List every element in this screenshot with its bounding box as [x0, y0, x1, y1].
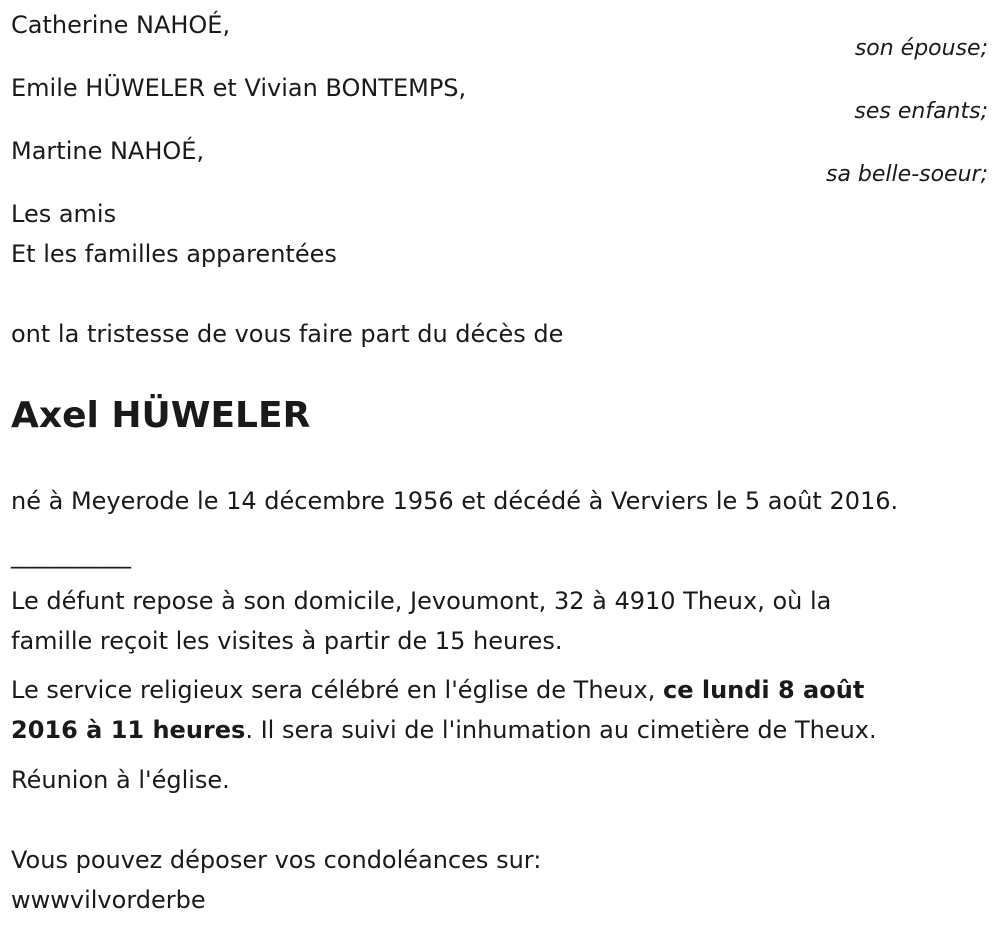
family-member-sister-in-law: Martine NAHOÉ, [11, 137, 205, 165]
service-date-bold: ce lundi 8 août [662, 676, 865, 704]
others-families: Et les familles apparentées [11, 240, 337, 268]
deceased-name: Axel HÜWELER [11, 395, 311, 436]
service-text-line1 [11, 675, 864, 705]
condolences-website: wwwvilvorderbe [11, 886, 206, 914]
family-member-children: Emile HÜWELER et Vivian BONTEMPS, [11, 74, 467, 102]
separator-line: __________ [11, 541, 131, 569]
family-role-children: ses enfants; [854, 99, 988, 124]
repose-text-line2: famille reçoit les visites à partir de 15 heures. [11, 627, 563, 655]
repose-text-line1: Le défunt repose à son domicile, Jevoumont, 32 à 4910 Theux, où la [11, 587, 832, 615]
service-text-line2 [11, 715, 877, 745]
reunion-text: Réunion à l'église. [11, 766, 230, 794]
service-text: Le service religieux sera célébré en l'église de Theux, [11, 676, 663, 704]
burial-text: . Il sera suivi de l'inhumation au cimetière de Theux. [245, 716, 877, 744]
family-member-spouse: Catherine NAHOÉ, [11, 11, 231, 39]
family-role-sister-in-law: sa belle-soeur; [826, 162, 988, 187]
announcement-text: ont la tristesse de vous faire part du décès de [11, 320, 564, 348]
family-role-spouse: son épouse; [854, 36, 988, 61]
others-friends: Les amis [11, 200, 117, 228]
birth-death-dates: né à Meyerode le 14 décembre 1956 et décédé à Verviers le 5 août 2016. [11, 487, 899, 515]
service-time-bold: 2016 à 11 heures [11, 716, 246, 744]
condolences-label: Vous pouvez déposer vos condoléances sur: [11, 846, 542, 874]
